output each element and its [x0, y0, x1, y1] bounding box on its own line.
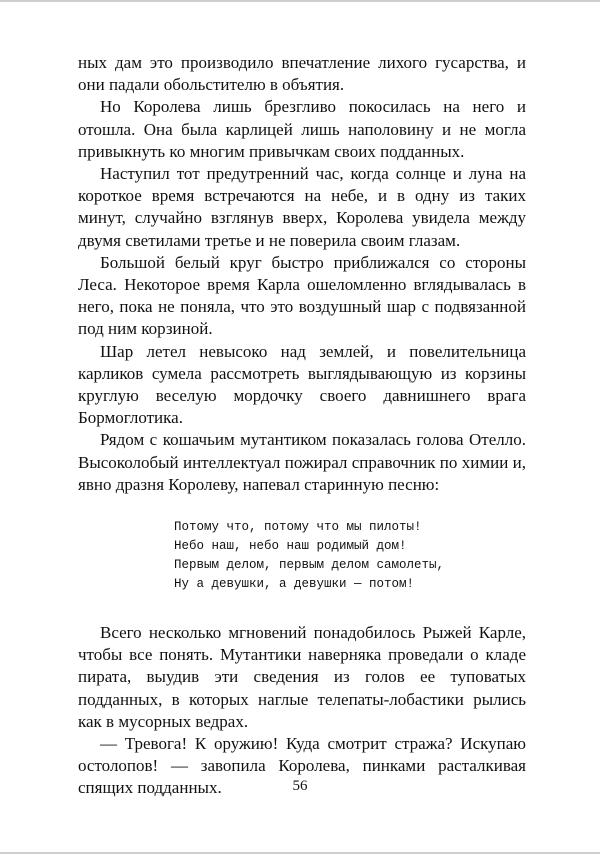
page-number: 56 — [292, 778, 308, 794]
paragraph: Большой белый круг быстро приближался со стороны Леса. Некоторое время Карла ошеломленно вглядывалась в него, пока не поняла, что это воздушный шар с подвязанной под ним корзиной. — [78, 252, 526, 339]
verse-line: Ну а девушки, а девушки — потом! — [174, 577, 415, 592]
paragraph: Шар летел невысоко над землей, и повелительница карликов сумела рассмотреть выглядывающую из корзины круглую веселую мордочку своего давнишнего врага Бормоглотика. — [78, 341, 526, 428]
verse-line: Первым делом, первым делом самолеты, — [174, 558, 445, 573]
paragraph: Но Королева лишь брезгливо покосилась на него и отошла. Она была карлицей лишь наполовину и не могла привыкнуть ко многим привычкам своих подданных. — [78, 97, 526, 161]
paragraph: Рядом с кошачьим мутантиком показалась голова Отелло. Высоколобый интеллектуал пожирал справочник по химии и, явно дразня Королеву, напевал старинную песню: — [78, 430, 526, 494]
verse-line: Потому что, потому что мы пилоты! — [174, 520, 422, 535]
paragraph-continued: ных дам это производило впечатление лихого гусарства, и они падали обольстителю в объятия. — [78, 53, 526, 95]
top-border — [0, 0, 600, 2]
paragraph: Наступил тот предутренний час, когда солнце и луна на короткое время встречаются на небе, и в одну из таких минут, случайно взглянув вверх, Королева увидела между двумя светилами третье и не поверила своим глазам. — [78, 164, 526, 250]
page-body — [78, 52, 526, 800]
dialogue-paragraph: — Тревога! К оружию! Куда смотрит стража? Искупаю остолопов! — завопила Королева, пинками расталкивая спящих подданных. — [78, 734, 526, 798]
verse-line: Небо наш, небо наш родимый дом! — [174, 539, 407, 554]
song-verse — [174, 518, 526, 594]
paragraph: Всего несколько мгновений понадобилось Рыжей Карле, чтобы все понять. Мутантики наверняка проведали о кладе пирата, выудив эти сведения из голов ее туповатых подданных, в которых наглые телепаты-лобастики рылись как в мусорных ведрах. — [78, 623, 526, 731]
